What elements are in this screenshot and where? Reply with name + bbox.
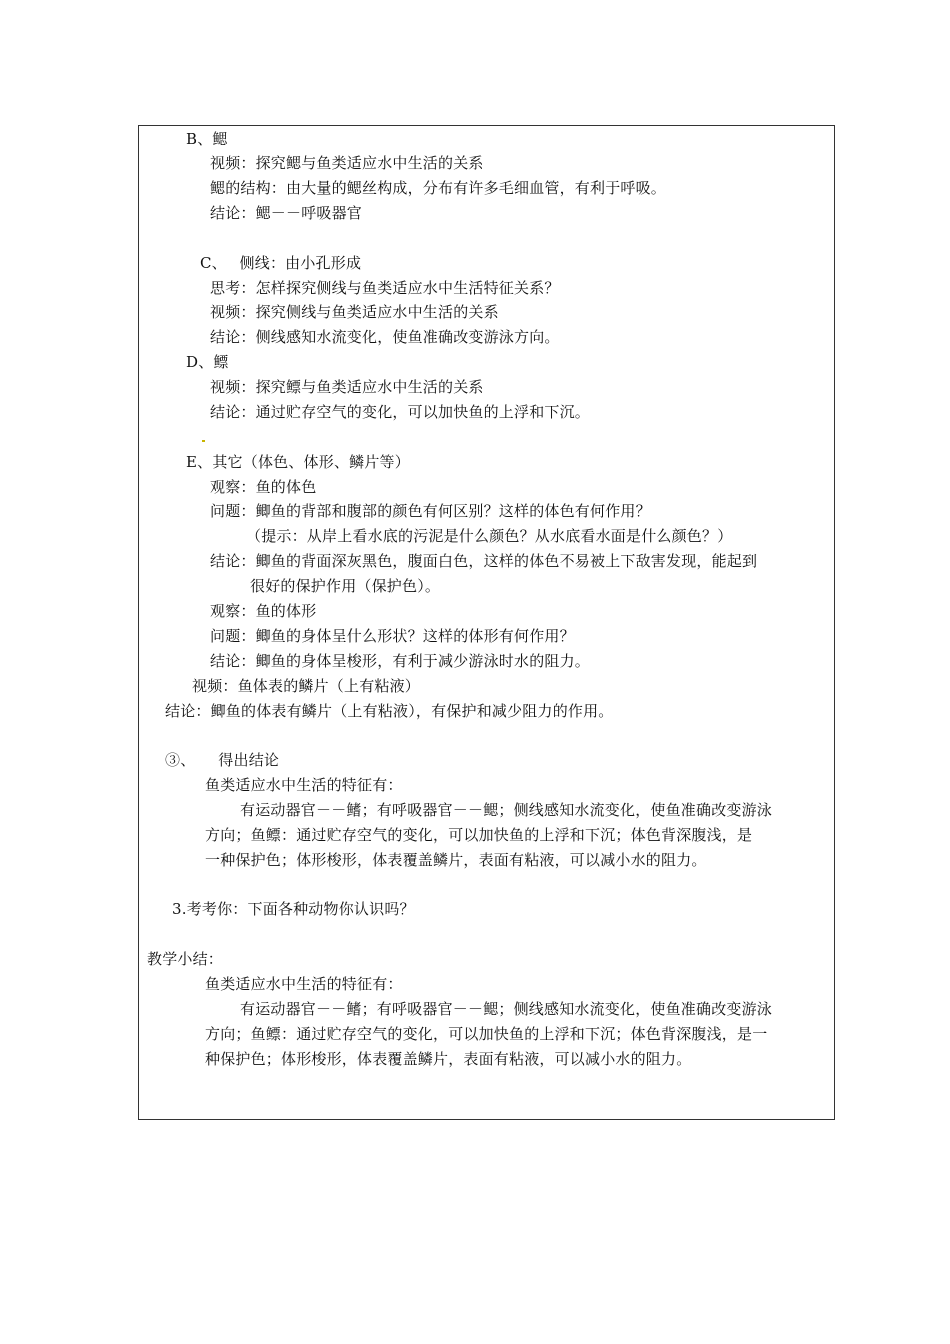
step3-paragraph-line-1: 有运动器官－－鳍；有呼吸器官－－鳃；侧线感知水流变化，使鱼准确改变游泳: [240, 801, 773, 819]
step3-title: ③、 得出结论: [165, 751, 280, 769]
section-d-video: 视频：探究鳔与鱼类适应水中生活的关系: [210, 378, 484, 396]
section-c-conclusion: 结论：侧线感知水流变化，使鱼准确改变游泳方向。: [210, 328, 560, 346]
section-c-think: 思考：怎样探究侧线与鱼类适应水中生活特征关系？: [210, 279, 560, 297]
section-e-hint: （提示：从岸上看水底的污泥是什么颜色？从水底看水面是什么颜色？）: [246, 527, 733, 545]
summary-paragraph-line-3: 种保护色；体形梭形，体表覆盖鳞片，表面有粘液，可以减小水的阻力。: [205, 1050, 692, 1068]
section-b-conclusion: 结论：鳃－－呼吸器官: [210, 204, 363, 222]
summary-title: 教学小结：: [147, 950, 224, 968]
section-e-question-shape: 问题：鲫鱼的身体呈什么形状？这样的体形有何作用？: [210, 627, 575, 645]
step3-paragraph-line-2: 方向；鱼鳔：通过贮存空气的变化，可以加快鱼的上浮和下沉；体色背深腹浅，是: [205, 826, 753, 844]
step3-paragraph-line-3: 一种保护色；体形梭形，体表覆盖鳞片，表面有粘液，可以减小水的阻力。: [205, 851, 707, 869]
section-e-conclusion-color-2: 很好的保护作用（保护色）。: [250, 577, 441, 595]
stray-mark: [202, 440, 205, 442]
section-e-video-scales: 视频：鱼体表的鳞片（上有粘液）: [192, 677, 421, 695]
section-d-conclusion: 结论：通过贮存空气的变化，可以加快鱼的上浮和下沉。: [210, 403, 591, 421]
summary-subtitle: 鱼类适应水中生活的特征有：: [205, 975, 403, 993]
section-b-structure: 鳃的结构：由大量的鳃丝构成，分布有许多毛细血管，有利于呼吸。: [210, 179, 667, 197]
summary-paragraph-line-1: 有运动器官－－鳍；有呼吸器官－－鳃；侧线感知水流变化，使鱼准确改变游泳: [240, 1000, 773, 1018]
section-e-conclusion-color-1: 结论：鲫鱼的背面深灰黑色，腹面白色，这样的体色不易被上下敌害发现，能起到: [210, 552, 758, 570]
section-b-title: B、鳃: [186, 130, 228, 148]
step3-subtitle: 鱼类适应水中生活的特征有：: [205, 776, 403, 794]
section-b-video: 视频：探究鳃与鱼类适应水中生活的关系: [210, 154, 484, 172]
summary-paragraph-line-2: 方向；鱼鳔：通过贮存空气的变化，可以加快鱼的上浮和下沉；体色背深腹浅，是一: [205, 1025, 768, 1043]
quiz-question: 3.考考你：下面各种动物你认识吗？: [172, 900, 415, 918]
section-e-conclusion-shape: 结论：鲫鱼的身体呈梭形，有利于减少游泳时水的阻力。: [210, 652, 591, 670]
section-d-title: D、鳔: [186, 353, 229, 371]
section-e-observe-color: 观察：鱼的体色: [210, 478, 317, 496]
section-e-conclusion-scales: 结论：鲫鱼的体表有鳞片（上有粘液），有保护和减少阻力的作用。: [165, 702, 614, 720]
section-c-video: 视频：探究侧线与鱼类适应水中生活的关系: [210, 303, 499, 321]
content-table-cell: [138, 125, 835, 1120]
section-e-observe-shape: 观察：鱼的体形: [210, 602, 317, 620]
section-e-title: E、其它（体色、体形、鳞片等）: [186, 453, 410, 471]
section-e-question-color: 问题：鲫鱼的背部和腹部的颜色有何区别？这样的体色有何作用？: [210, 502, 651, 520]
section-c-title: C、 侧线：由小孔形成: [200, 254, 362, 272]
